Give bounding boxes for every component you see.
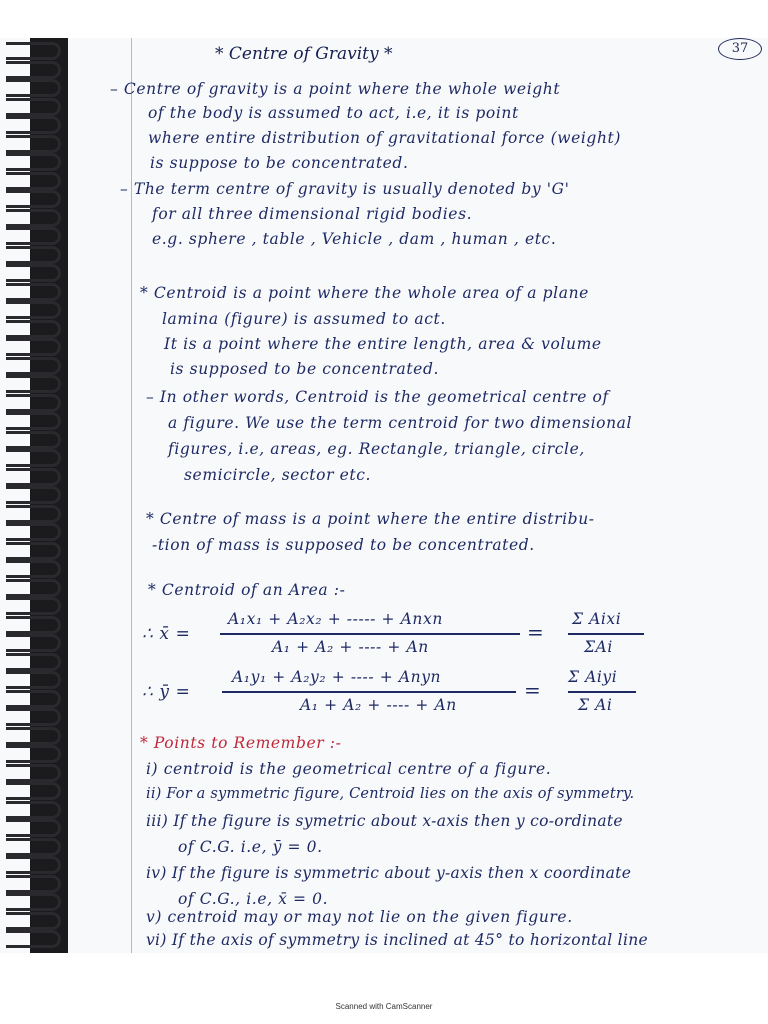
spiral-ring [6, 597, 61, 615]
ybar-rhs-bar [568, 691, 636, 693]
ybar-rhs-numerator: Σ Aiyi [568, 668, 618, 686]
spiral-ring [6, 727, 61, 745]
spiral-ring [6, 819, 61, 837]
spiral-ring [6, 172, 61, 190]
spiral-ring [6, 116, 61, 134]
spiral-ring [6, 671, 61, 689]
xbar-fraction-bar [220, 633, 520, 635]
xbar-rhs-bar [568, 633, 644, 635]
ybar-lhs: ∴ ȳ = [142, 682, 191, 702]
spiral-ring [6, 135, 61, 153]
spiral-ring [6, 264, 61, 282]
spiral-ring [6, 930, 61, 948]
remember-line-6: of C.G., i.e, x̄ = 0. [178, 890, 329, 908]
spiral-ring [6, 708, 61, 726]
spiral-ring [6, 338, 61, 356]
remember-line-1: i) centroid is the geometrical centre of a figure. [146, 760, 552, 778]
spiral-ring [6, 283, 61, 301]
spiral-ring [6, 486, 61, 504]
remember-line-3: iii) If the figure is symetric about x-axis then y co-ordinate [146, 812, 623, 830]
centroid-line-2: lamina (figure) is assumed to act. [162, 310, 446, 328]
cog-line-7: e.g. sphere , table , Vehicle , dam , human , etc. [152, 230, 557, 248]
spiral-ring [6, 246, 61, 264]
spiral-ring [6, 449, 61, 467]
ybar-numerator: A₁y₁ + A₂y₂ + ---- + Anyn [232, 668, 442, 686]
centroid-line-8: semicircle, sector etc. [184, 466, 372, 484]
ybar-rhs-denominator: Σ Ai [578, 696, 613, 714]
spiral-ring [6, 209, 61, 227]
remember-line-2: ii) For a symmetric figure, Centroid lies on the axis of symmetry. [146, 786, 635, 802]
spiral-ring [6, 523, 61, 541]
spiral-ring [6, 431, 61, 449]
centroid-line-3: It is a point where the entire length, area & volume [164, 335, 602, 353]
spiral-ring [6, 301, 61, 319]
centroid-line-7: figures, i.e, areas, eg. Rectangle, triangle, circle, [168, 440, 585, 458]
remember-line-7: v) centroid may or may not lie on the given figure. [146, 908, 573, 926]
cog-line-1: – Centre of gravity is a point where the whole weight [110, 80, 561, 98]
spiral-ring [6, 893, 61, 911]
page-number: 37 [718, 38, 762, 60]
page-title: * Centre of Gravity * [215, 44, 393, 64]
xbar-numerator: A₁x₁ + A₂x₂ + ----- + Anxn [228, 610, 443, 628]
xbar-equals: = [527, 620, 545, 644]
xbar-denominator: A₁ + A₂ + ---- + An [272, 638, 429, 656]
spiral-ring [6, 653, 61, 671]
remember-line-8: vi) If the axis of symmetry is inclined at 45° to horizontal line [146, 931, 648, 949]
spiral-ring [6, 634, 61, 652]
ybar-equals: = [524, 678, 542, 702]
xbar-rhs-numerator: Σ Aixi [572, 610, 622, 628]
spiral-ring [6, 690, 61, 708]
spiral-ring [6, 357, 61, 375]
cog-line-2: of the body is assumed to act, i.e, it is point [148, 104, 519, 122]
spiral-ring [6, 745, 61, 763]
remember-line-4: of C.G. i.e, ȳ = 0. [178, 838, 323, 856]
spiral-ring [6, 856, 61, 874]
spiral-ring [6, 412, 61, 430]
spiral-ring [6, 227, 61, 245]
spiral-ring [6, 801, 61, 819]
spiral-ring [6, 79, 61, 97]
spiral-ring [6, 98, 61, 116]
spiral-ring [6, 560, 61, 578]
spiral-ring [6, 42, 61, 60]
spiral-ring [6, 375, 61, 393]
spiral-ring [6, 153, 61, 171]
ybar-denominator: A₁ + A₂ + ---- + An [300, 696, 457, 714]
spiral-ring [6, 542, 61, 560]
cog-line-3: where entire distribution of gravitational force (weight) [148, 129, 622, 147]
spiral-ring [6, 782, 61, 800]
spiral-ring [6, 320, 61, 338]
cog-line-4: is suppose to be concentrated. [150, 154, 409, 172]
remember-line-5: iv) If the figure is symmetric about y-axis then x coordinate [146, 864, 632, 882]
notebook-page [0, 38, 768, 953]
spiral-ring [6, 912, 61, 930]
spiral-ring [6, 875, 61, 893]
spiral-ring [6, 616, 61, 634]
mass-line-2: -tion of mass is supposed to be concentrated. [152, 536, 535, 554]
scanner-watermark: Scanned with CamScanner [335, 1002, 433, 1011]
spiral-ring [6, 838, 61, 856]
centroid-line-1: * Centroid is a point where the whole area of a plane [140, 284, 589, 302]
spiral-ring [6, 579, 61, 597]
xbar-lhs: ∴ x̄ = [142, 624, 191, 644]
xbar-rhs-denominator: ΣAi [584, 638, 613, 656]
margin-line [131, 38, 132, 953]
spiral-ring [6, 190, 61, 208]
cog-line-6: for all three dimensional rigid bodies. [152, 205, 473, 223]
ybar-fraction-bar [222, 691, 516, 693]
remember-heading: * Points to Remember :- [140, 734, 342, 752]
spiral-ring [6, 468, 61, 486]
centroid-line-4: is supposed to be concentrated. [170, 360, 439, 378]
spiral-ring [6, 505, 61, 523]
area-heading: * Centroid of an Area :- [148, 581, 346, 599]
centroid-line-6: a figure. We use the term centroid for two dimensional [168, 414, 633, 432]
mass-line-1: * Centre of mass is a point where the entire distribu- [146, 510, 595, 528]
spiral-ring [6, 394, 61, 412]
spiral-ring [6, 61, 61, 79]
spiral-ring [6, 764, 61, 782]
centroid-line-5: – In other words, Centroid is the geometrical centre of [146, 388, 609, 406]
cog-line-5: – The term centre of gravity is usually denoted by 'G' [120, 180, 570, 198]
